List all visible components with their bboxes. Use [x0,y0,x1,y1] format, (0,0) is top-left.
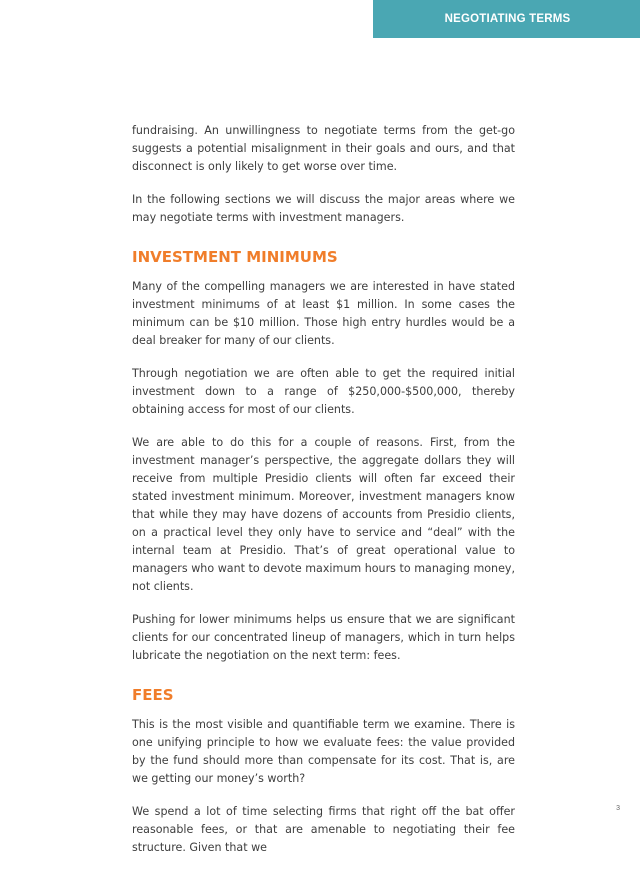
page-number: 3 [616,805,620,812]
paragraph-stated-minimums: Many of the compelling managers we are interested in have stated investment minimums of at least $1 million. In some cases the minimum can be $10 million. Those high entry hurdles would be a deal breaker for many of our clients. [132,280,515,347]
paragraph-lower-minimums: Pushing for lower minimums helps us ensure that we are significant clients for our concentrated lineup of managers, which in turn helps lubricate the negotiation on the next term: fees. [132,613,515,662]
section-header-label: NEGOTIATING TERMS [444,13,571,25]
paragraph-following-sections: In the following sections we will discuss the major areas where we may negotiate terms with investment managers. [132,193,515,224]
paragraph-reasons: We are able to do this for a couple of reasons. First, from the investment manager’s perspective, the aggregate dollars they will receive from multiple Presidio clients will often far exceed their stated investment minimum. Moreover, investment managers know that while they may have dozens of accounts from Presidio clients, on a practical level they only have to service and “deal” with the internal team at Presidio. That’s of great operational value to managers who want to devote maximum hours to managing money, not clients. [132,436,515,593]
section-header-tab [373,0,640,38]
paragraph-fundraising: fundraising. An unwillingness to negotiate terms from the get-go suggests a potential misalignment in their goals and ours, and that disconnect is only likely to get worse over time. [132,124,515,173]
paragraph-negotiation-range: Through negotiation we are often able to get the required initial investment down to a range of $250,000-$500,000, thereby obtaining access for most of our clients. [132,367,515,416]
document-body [132,122,515,872]
paragraph-fees-principle: This is the most visible and quantifiable term we examine. There is one unifying principle to how we evaluate fees: the value provided by the fund should more than compensate for its cost. That is, are we getting our money’s worth? [132,718,515,785]
heading-investment-minimums: INVESTMENT MINIMUMS [132,248,338,266]
heading-fees: FEES [132,686,174,704]
paragraph-selecting-firms: We spend a lot of time selecting firms that right off the bat offer reasonable fees, or that are amenable to negotiating their fee structure. Given that we [132,805,515,854]
